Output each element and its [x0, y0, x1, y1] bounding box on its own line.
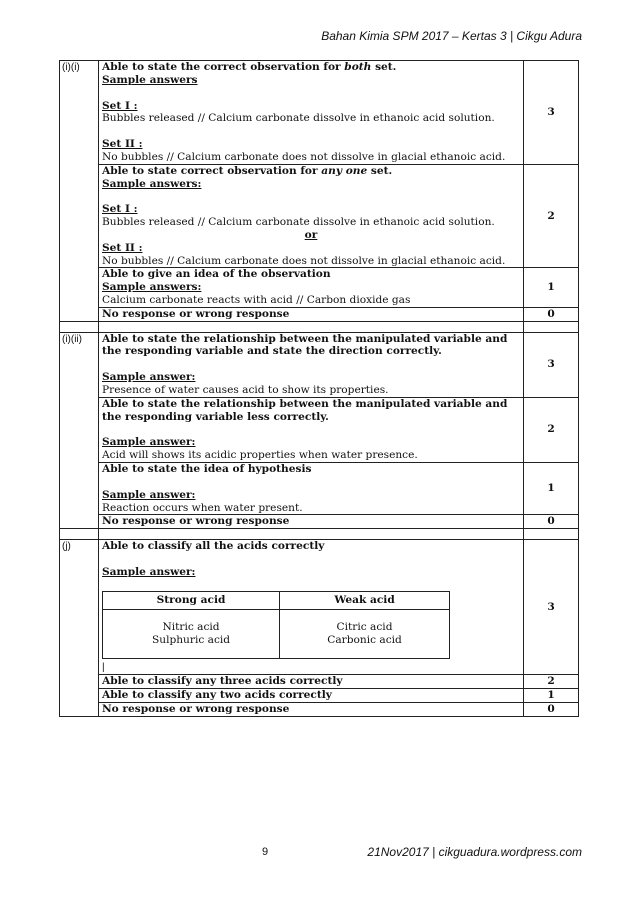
question-label: (i)(i) [60, 61, 99, 322]
spacer-row [60, 529, 579, 540]
score: 2 [524, 397, 579, 462]
table-row [60, 462, 579, 514]
score: 2 [524, 164, 579, 268]
table-row [60, 268, 579, 307]
sample-answers-label: Sample answers: [102, 281, 202, 294]
table-row [60, 164, 579, 268]
or-label: or [304, 228, 318, 241]
acid-name: Nitric acid [162, 620, 220, 633]
set-label: Set I : [102, 99, 138, 112]
criteria-cell [99, 462, 524, 514]
question-label: (i)(ii) [60, 332, 99, 529]
criteria-title: No response or wrong response [99, 515, 524, 529]
criteria-title: Able to state the idea of hypothesis [102, 462, 312, 475]
criteria-cell [99, 332, 524, 397]
marking-scheme-table [59, 60, 579, 717]
page-header: Bahan Kimia SPM 2017 – Kertas 3 | Cikgu Adura [321, 29, 582, 43]
table-row [60, 307, 579, 321]
answer-text: Presence of water causes acid to show its properties. [102, 383, 389, 396]
set-label: Set II : [102, 138, 143, 151]
answer-text: Bubbles released // Calcium carbonate dissolve in ethanoic acid solution. [102, 216, 495, 229]
criteria-emphasis: any one [321, 164, 368, 177]
table-row [60, 540, 579, 675]
sample-answer-label: Sample answer: [102, 488, 196, 501]
criteria-title: Able to state the relationship between the manipulated variable and the responding variable less correctly. [102, 397, 508, 423]
criteria-cell [99, 61, 524, 165]
criteria-title: Able to classify any three acids correctly [99, 675, 524, 689]
criteria-title: Able to state the relationship between the manipulated variable and the responding variable and state the direction correctly. [102, 332, 508, 358]
spacer-row [60, 321, 579, 332]
criteria-title-end: set. [371, 61, 397, 73]
score: 0 [524, 307, 579, 321]
table-row [60, 689, 579, 703]
score: 3 [524, 332, 579, 397]
score: 0 [524, 702, 579, 716]
answer-text: Bubbles released // Calcium carbonate dissolve in ethanoic acid solution. [102, 112, 495, 125]
score: 1 [524, 689, 579, 703]
criteria-cell [99, 164, 524, 268]
table-row [60, 61, 579, 165]
score: 3 [524, 540, 579, 675]
acid-classification-table [102, 591, 450, 659]
score: 2 [524, 675, 579, 689]
criteria-title: Able to give an idea of the observation [102, 268, 331, 281]
answer-text: No bubbles // Calcium carbonate does not dissolve in glacial ethanoic acid. [102, 150, 506, 163]
text-cursor: | [102, 661, 105, 673]
criteria-cell [99, 540, 524, 675]
criteria-title: Able to classify all the acids correctly [102, 540, 325, 553]
footer-text: 21Nov2017 | cikguadura.wordpress.com [367, 845, 582, 859]
criteria-cell [99, 397, 524, 462]
criteria-title: No response or wrong response [99, 307, 524, 321]
criteria-title: Able to state the correct observation for [102, 61, 345, 73]
answer-text: No bubbles // Calcium carbonate does not dissolve in glacial ethanoic acid. [102, 254, 506, 267]
page-number: 9 [262, 846, 269, 858]
criteria-title: Able to classify any two acids correctly [99, 689, 524, 703]
acid-name: Citric acid [336, 620, 393, 633]
sample-answer-label: Sample answer: [102, 371, 196, 384]
acid-name: Carbonic acid [327, 633, 402, 646]
question-label: (j) [60, 540, 99, 717]
table-row [60, 515, 579, 529]
answer-text: Acid will shows its acidic properties when water presence. [102, 449, 418, 462]
table-row [60, 332, 579, 397]
sample-answer-label: Sample answer: [102, 565, 196, 578]
set-label: Set II : [102, 241, 143, 254]
score: 1 [524, 462, 579, 514]
criteria-title: Able to state correct observation for [102, 164, 322, 177]
score: 0 [524, 515, 579, 529]
acid-name: Sulphuric acid [151, 633, 231, 646]
answer-text: Calcium carbonate reacts with acid // Carbon dioxide gas [102, 293, 411, 306]
criteria-cell [99, 268, 524, 307]
table-row [60, 702, 579, 716]
criteria-title: No response or wrong response [99, 702, 524, 716]
strong-acid-header: Strong acid [103, 591, 280, 609]
sample-answer-label: Sample answer: [102, 436, 196, 449]
weak-acid-header: Weak acid [280, 591, 450, 609]
table-row [60, 675, 579, 689]
weak-acid-cell [280, 609, 450, 658]
score: 1 [524, 268, 579, 307]
answer-text: Reaction occurs when water present. [102, 501, 303, 514]
score: 3 [524, 61, 579, 165]
criteria-title-end: set. [367, 164, 393, 177]
set-label: Set I : [102, 203, 138, 216]
strong-acid-cell [103, 609, 280, 658]
table-row [60, 397, 579, 462]
sample-answers-label: Sample answers: [102, 177, 202, 190]
criteria-emphasis: both [344, 61, 372, 73]
sample-answers-label: Sample answers [102, 73, 198, 86]
